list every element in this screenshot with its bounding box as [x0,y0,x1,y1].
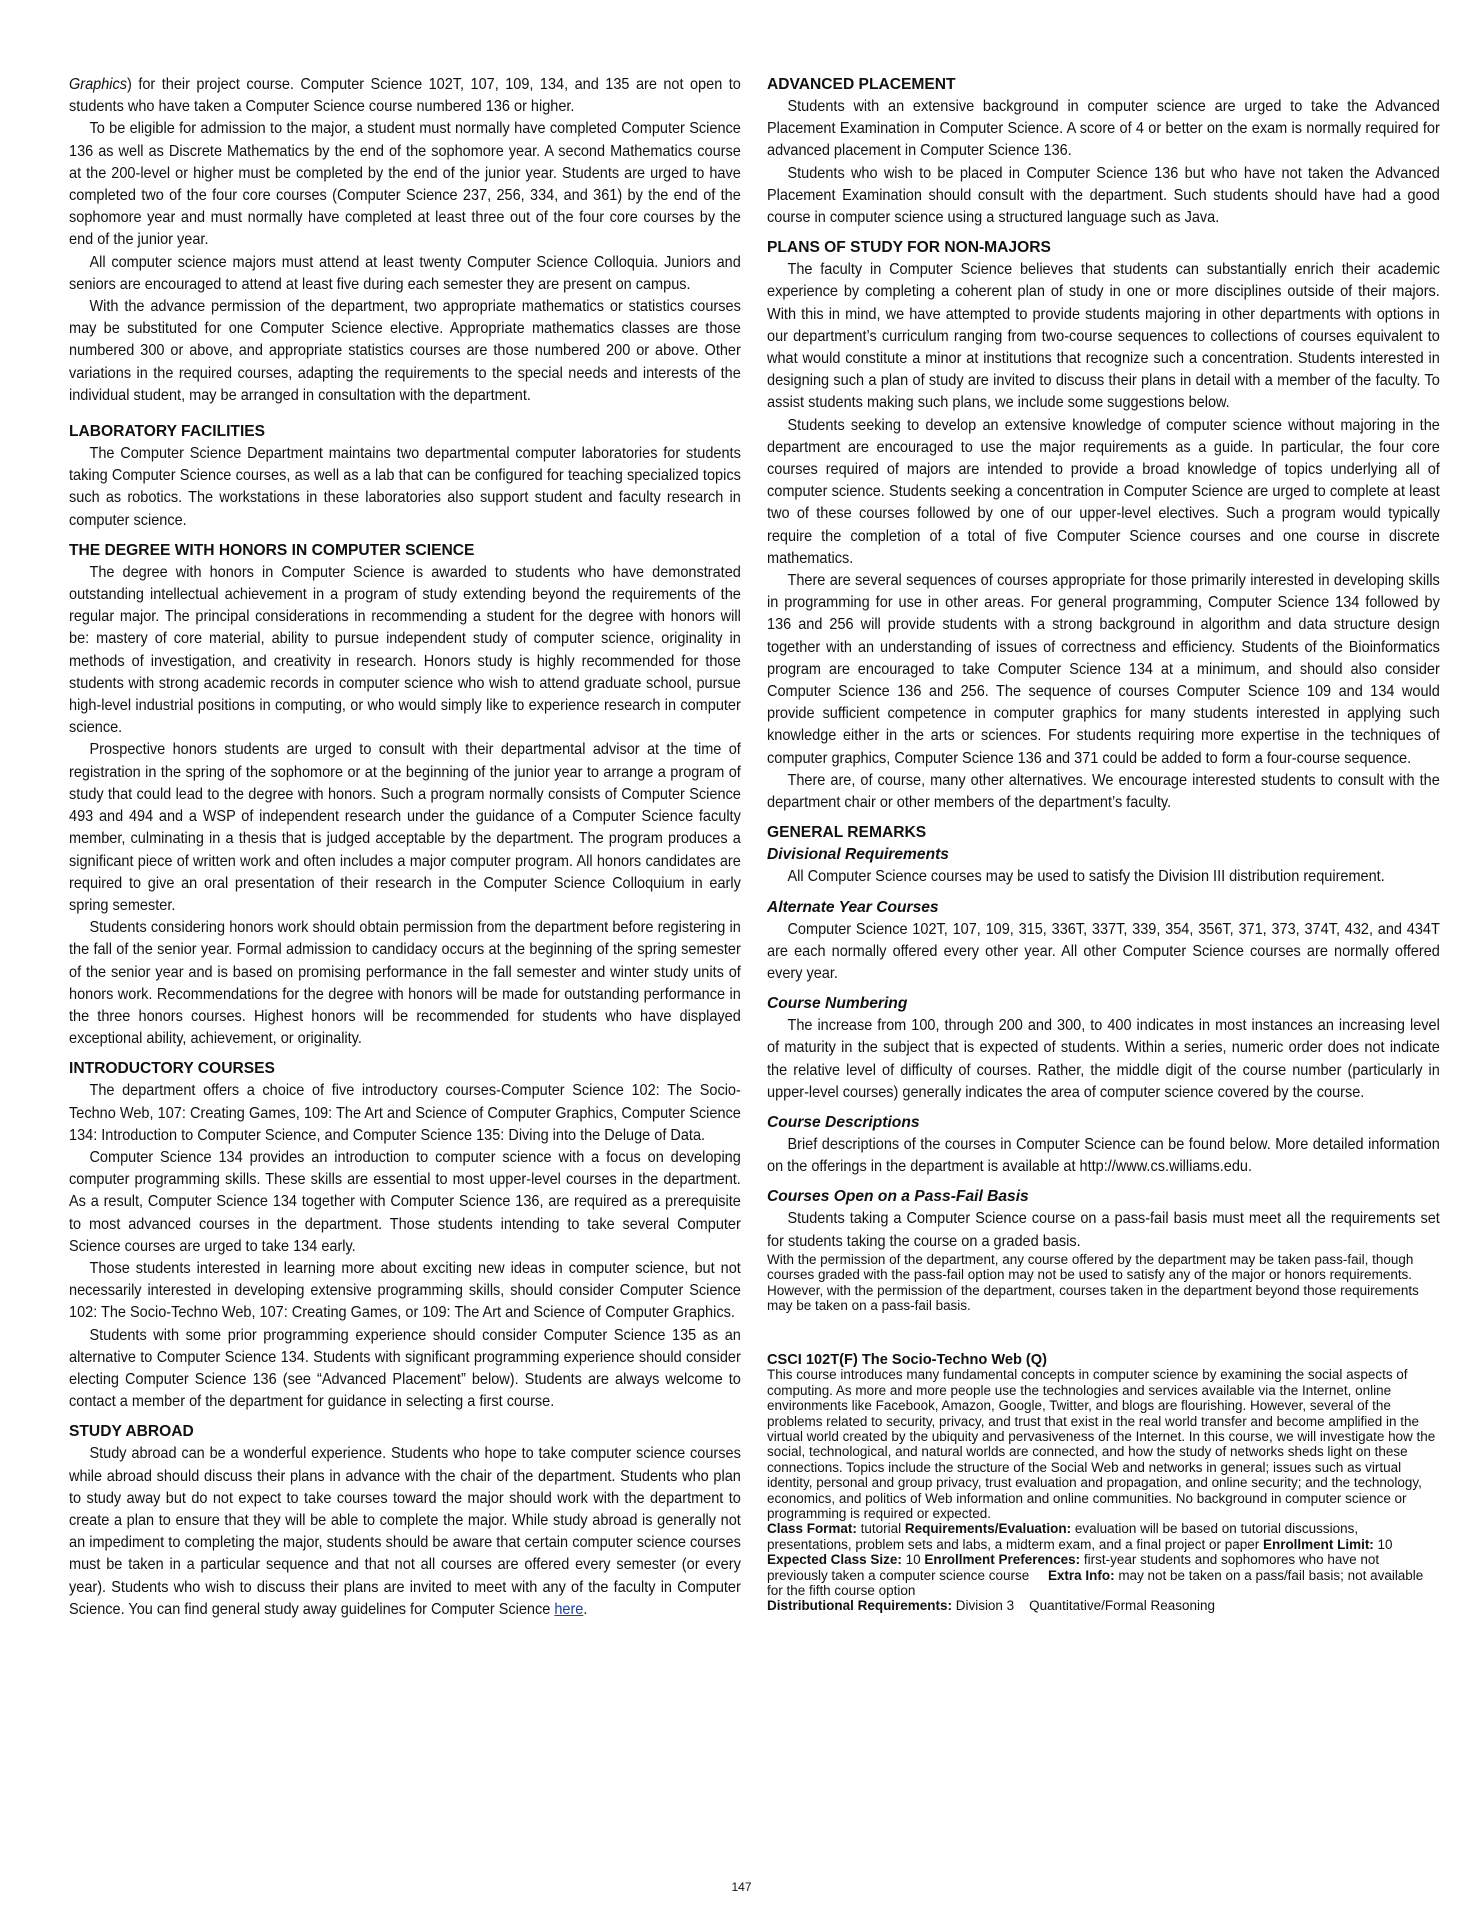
advanced-placement-heading: ADVANCED PLACEMENT [767,76,956,93]
enrollment-limit-label: Enrollment Limit: [1262,1536,1374,1553]
course-numbering-subheading: Course Numbering [767,995,908,1013]
course-description: This course introduces many fundamental concepts in computer science by examining the social aspects of computing. As more and more people use the technologies and services available via the Internet, online environments like Facebook, Amazon, Google, Twitter, and blogs are flourishing. However, several of the problems related to security, privacy, and trust that exist in the real world transfer and become amplified in the virtual world created by the ubiquity and pervasiveness of the Internet. In this course, we will investigate how the social, technological, and natural worlds are connected, and how the study of networks sheds light on these connections. Topics include the structure of the Social Web and networks in general; issues such as virtual identity, personal and group privacy, trust evaluation and propagation, and online security; and the technology, economics, and politics of Web information and online communities. No background in computer science or programming is required or expected. [767,1367,1436,1523]
distributional-requirements-value: Division 3 [955,1598,1015,1615]
alternate-year-subheading: Alternate Year Courses [767,898,939,916]
extra-info-value: may not be taken on a pass/fail basis; not available for the fifth course option [767,1567,1424,1600]
study-abroad-text: Study abroad can be a wonderful experience. Students who hope to take computer science courses while abroad should discuss their plans in advance with the chair of the department. Students who plan to study away but do not expect to take courses toward the major should work with the department to create a plan to ensure that they will be able to complete the major. While study abroad is generally not an impediment to completing the major, students should be aware that certain computer science courses must be taken in a particular sequence and that not all courses are offered every semester (or every year). Students who wish to discuss their plans are invited to meet with any of the faculty in Computer Science. You can find general study away guidelines for Computer Science [69,1445,741,1618]
study-away-guidelines-link[interactable]: here [554,1600,584,1618]
honors-heading: THE DEGREE WITH HONORS IN COMPUTER SCIENCE [69,541,475,559]
eligibility-paragraph: To be eligible for admission to the major, a student must normally have completed Computer Science 136 as well as Discrete Mathematics by the end of the sophomore year. A second Mathematics course at the 200-level or higher must be completed by the end of the junior year. Students are urged to have completed two of the four core courses (Computer Science 237, 256, 334, and 361) by the end of the sophomore year and must normally have completed at least three out of the four core courses by the end of the junior year. [69,120,741,249]
major-requirements-continued [69,74,741,118]
general-remarks-heading: GENERAL REMARKS [767,824,927,842]
class-format-label: Class Format: [767,1521,857,1538]
distributional-requirements-value-2: Quantitative/Formal Reasoning [1029,1598,1215,1615]
divisional-requirements-paragraph: All Computer Science courses may be used to satisfy the Division III distribution requirement. [787,868,1385,886]
study-abroad-heading: STUDY ABROAD [69,1423,194,1441]
expected-class-size-label: Expected Class Size: [767,1552,902,1569]
intro-continued-text: ) for their project course. Computer Science 102T, 107, 109, 134, and 135 are not open to students who have taken a Computer Science course numbered 136 or higher. [69,76,741,116]
course-title: CSCI 102T(F) The Socio-Techno Web (Q) [767,1352,1047,1369]
honors-paragraph-3: Students considering honors work should obtain permission from the department before registering in the fall of the senior year. Formal admission to candidacy occurs at the beginning of the spring semester of the senior year and is based on promising performance in the fall semester and winter study units of honors work. Recommendations for the degree with honors will be made for outstanding performance in the three honors courses. Highest honors will be recommended for students who have displayed exceptional ability, achievement, or originality. [69,919,741,1048]
intro-paragraph-3: Those students interested in learning more about exciting new ideas in computer science, but not necessarily interested in developing extensive programming skills, should consider Computer Science 102: The Socio-Techno Web, 107: Creating Games, or 109: The Art and Science of Computer Graphics. [69,1259,741,1322]
alternate-year-paragraph: Computer Science 102T, 107, 109, 315, 336T, 337T, 339, 354, 356T, 371, 373, 374T, 432, and 434T are each normally offered every other year. All other Computer Science courses are normally offered every year. [767,920,1440,982]
introductory-courses-heading: INTRODUCTORY COURSES [69,1060,275,1078]
pass-fail-paragraph-2: With the permission of the department, any course offered by the department may be taken pass-fail, though courses graded with the pass-fail option may not be used to satisfy any of the major or honors requirements. However, with the permission of the department, courses taken in the department beyond those requirements may be taken on a pass-fail basis. [767,1251,1419,1314]
honors-paragraph-2: Prospective honors students are urged to consult with their departmental advisor at the time of registration in the spring of the sophomore or at the beginning of the junior year to arrange a program of study that could lead to the degree with honors. Such a program normally consists of Computer Science 493 and 494 and a WSP of independent research under the guidance of a Computer Science faculty member, culminating in a thesis that is judged acceptable by the department. The program produces a significant piece of written work and often includes a major computer program. All honors candidates are required to give an oral presentation of their research in the Computer Science Colloquium in early spring semester. [69,741,741,914]
class-format-value: tutorial [860,1521,902,1538]
non-majors-paragraph-3: There are several sequences of courses appropriate for those primarily interested in developing skills in programming for use in other areas. For general programming, Computer Science 134 followed by 136 and 256 will provide students with a strong background in algorithm and data structure design together with an understanding of issues of correctness and efficiency. Students of the Bioinformatics program are encouraged to take Computer Science 134 at a minimum, and should also consider Computer Science 136 and 256. The sequence of courses Computer Science 109 and 134 would provide sufficient competence in computer graphics for many students interested in applying such knowledge either in the arts or sciences. For students requiring more expertise in the techniques of computer graphics, Computer Science 136 and 371 could be added to form a four-course sequence. [767,572,1440,767]
honors-paragraph-1: The degree with honors in Computer Science is awarded to students who have demonstrated outstanding intellectual achievement in a program of study extending beyond the requirements of the regular major. The principal considerations in recommending a student for the degree with honors will be: mastery of core material, ability to pursue independent study of computer science, originality in methods of investigation, and creativity in research. Honors study is highly recommended for those students with strong academic records in computer science who wish to attend graduate school, pursue high-level industrial positions in computing, or who would simply like to experience research in computer science. [69,563,741,737]
intro-paragraph-2: Computer Science 134 provides an introduction to computer science with a focus on developing computer programming skills. These skills are essential to most upper-level courses in the department. As a result, Computer Science 134 together with Computer Science 136, are required as a prerequisite to most advanced courses in the department. Those students intending to take several Computer Science courses are urged to take 134 early. [69,1148,741,1255]
lab-facilities-paragraph: The Computer Science Department maintains two departmental computer laboratories for students taking Computer Science courses, as well as a lab that can be configured for teaching specialized topics such as robotics. The workstations in these laboratories also support student and faculty research in computer science. [69,445,741,529]
italic-graphics: Graphics [69,76,128,93]
requirements-evaluation-value: evaluation will be based on tutorial discussions, presentations, problem sets and labs, a midterm exam, and a final project or paper [767,1521,1359,1553]
lab-facilities-heading: LABORATORY FACILITIES [69,423,266,441]
course-details [767,1522,1438,1614]
intro-paragraph-1: The department offers a choice of five introductory courses-Computer Science 102: The Socio-Techno Web, 107: Creating Games, 109: The Art and Science of Computer Graphics, Computer Science 134: Introduction to Computer Science, and Computer Science 135: Diving into the Deluge of Data. [69,1082,741,1144]
course-descriptions-subheading: Course Descriptions [767,1113,920,1131]
page-number: 147 [731,1880,752,1894]
study-abroad-paragraph [69,1443,741,1621]
left-column [69,74,741,1621]
enrollment-preferences-label: Enrollment Preferences: [924,1552,1081,1569]
non-majors-paragraph-2: Students seeking to develop an extensive knowledge of computer science without majoring in the department are encouraged to use the major requirements as a guide. In particular, the four core courses required of majors are intended to provide a broad knowledge of topics underlying all of computer science. Students seeking a concentration in Computer Science are urged to complete at least two of these courses followed by one of our upper-level electives. Such a program would typically require the completion of a total of five Computer Science courses and one course in discrete mathematics. [767,416,1440,567]
non-majors-heading: PLANS OF STUDY FOR NON-MAJORS [767,239,1051,257]
pass-fail-paragraph-1: Students taking a Computer Science course on a pass-fail basis must meet all the requirements set for students taking the course on a graded basis. [767,1210,1440,1250]
extra-info-label: Extra Info: [1047,1567,1115,1584]
non-majors-paragraph-4: There are, of course, many other alternatives. We encourage interested students to consult with the department chair or other members of the department’s faculty. [767,771,1440,812]
requirements-evaluation-label: Requirements/Evaluation: [904,1521,1072,1538]
intro-paragraph-4: Students with some prior programming experience should consider Computer Science 135 as an alternative to Computer Science 134. Students with significant programming experience should consider electing Computer Science 136 (see “Advanced Placement” below). Students are always welcome to contact a member of the department for guidance in selecting a first course. [69,1326,741,1411]
advance-permission-paragraph: With the advance permission of the department, two appropriate mathematics or statistics courses may be substituted for one Computer Science elective. Appropriate mathematics classes are those numbered 300 or above, and appropriate statistics courses are those numbered 200 or above. Other variations in the required courses, adapting the requirements to the special needs and interests of the individual student, may be arranged in consultation with the department. [69,298,741,404]
pass-fail-subheading: Courses Open on a Pass-Fail Basis [767,1188,1029,1206]
study-abroad-period: . [583,1600,588,1618]
course-descriptions-paragraph: Brief descriptions of the courses in Computer Science can be found below. More detailed information on the offerings in the department is available at http://www.cs.williams.edu. [767,1135,1440,1176]
advanced-placement-paragraph-1: Students with an extensive background in computer science are urged to take the Advanced Placement Examination in Computer Science. A score of 4 or better on the exam is normally required for advanced placement in Computer Science 136. [767,98,1440,160]
right-column [767,74,1440,1615]
distributional-requirements-label: Distributional Requirements: [767,1598,952,1615]
enrollment-preferences-value: first-year students and sophomores who have not previously taken a computer science course [767,1552,1380,1584]
non-majors-paragraph-1: The faculty in Computer Science believes that students can substantially enrich their academic experience by completing a coherent plan of study in one or more disciplines outside of their majors. With this in mind, we have attempted to provide students majoring in other departments with options in our department’s curriculum ranging from two-course sequences to collections of courses equivalent to what would constitute a minor at institutions that recognize such a concentration. Students interested in designing such a plan of study are invited to discuss their plans in detail with a member of the faculty. To assist students making such plans, we include some suggestions below. [767,261,1440,412]
enrollment-limit-value: 10 [1377,1536,1393,1553]
course-numbering-paragraph: The increase from 100, through 200 and 300, to 400 indicates in most instances an increasing level of maturity in the subject that is expected of students. Within a series, numeric order does not indicate the relative level of difficulty of courses. Rather, the middle digit of the course number (particularly in upper-level courses) generally indicates the area of computer science covered by the course. [767,1017,1440,1101]
course-entry-csci-102t [767,1352,1440,1615]
expected-class-size-value: 10 [905,1552,921,1569]
advanced-placement-paragraph-2: Students who wish to be placed in Computer Science 136 but who have not taken the Advanced Placement Examination should consult with the department. Such students should have had a good course in computer science using a structured language such as Java. [767,164,1440,227]
divisional-requirements-subheading: Divisional Requirements [767,846,949,864]
colloquia-paragraph: All computer science majors must attend at least twenty Computer Science Colloquia. Juniors and seniors are encouraged to attend at least five during each semester they are present on campus. [69,253,741,293]
